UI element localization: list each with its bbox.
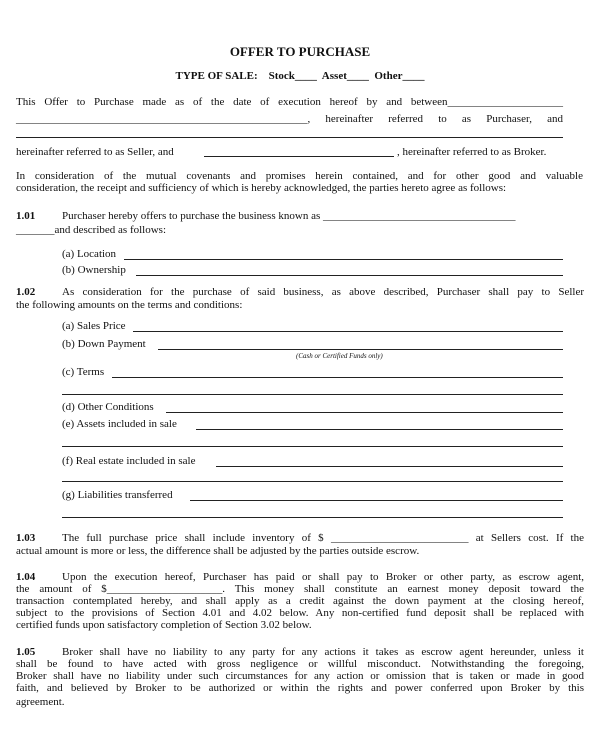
section-1-05-line-4: faith, and believed by Broker to be authorized or within the rights and power conferred upon Broker by this — [16, 682, 584, 694]
real-estate-line-2 — [62, 481, 563, 482]
section-1-04-line-5: certified funds upon satisfactory completion of Section 3.02 below. — [16, 619, 312, 631]
section-1-03-line-2: actual amount is more or less, the difference shall be adjusted by the parties outside escrow. — [16, 545, 420, 557]
section-1-05-line-5: agreement. — [16, 696, 65, 708]
assets-line — [196, 429, 563, 430]
blank-seller-name-line — [16, 137, 563, 138]
section-1-03-number: 1.03 — [16, 532, 36, 544]
ownership-label: (b) Ownership — [62, 264, 126, 276]
section-1-01-line-1: Purchaser hereby offers to purchase the business known as ___________________________________ — [62, 210, 516, 222]
blank-broker-name-line — [204, 156, 394, 157]
terms-line — [112, 377, 563, 378]
terms-label: (c) Terms — [62, 366, 105, 378]
section-1-05-line-2: shall be found to have acted with gross negligence or willful misconduct. Notwithstanding the foregoing, — [16, 658, 584, 670]
real-estate-label: (f) Real estate included in sale — [62, 455, 196, 467]
section-1-04-line-2: the amount of $_____________________. This money shall constitute an earnest money deposit toward the — [16, 583, 584, 595]
assets-line-2 — [62, 446, 563, 447]
section-1-02-line-1: As consideration for the purchase of said business, as above described, Purchaser shall pay to Seller — [62, 286, 584, 298]
section-1-04-number: 1.04 — [16, 571, 36, 583]
real-estate-line — [216, 466, 563, 467]
other-conditions-label: (d) Other Conditions — [62, 401, 154, 413]
section-1-04-line-1: Upon the execution hereof, Purchaser has paid or shall pay to Broker or other party, as escrow agent, — [62, 571, 584, 583]
consideration-line-1: In consideration of the mutual covenants and promises herein contained, and for other good and valuable — [16, 170, 583, 182]
section-1-04-line-3: transaction contemplated hereby, and shall apply as a credit against the down payment at the closing hereof, — [16, 595, 584, 607]
section-1-04-line-4: subject to the provisions of Section 4.01 and 4.02 below. Any non-certified fund deposit shall be replaced with — [16, 607, 584, 619]
cash-note: (Cash or Certified Funds only) — [296, 352, 383, 360]
section-1-02-line-2: the following amounts on the terms and conditions: — [16, 299, 243, 311]
consideration-line-2: consideration, the receipt and sufficiency of which is hereby acknowledged, the parties hereto agree as follows: — [16, 182, 507, 194]
intro-line-4b: , hereinafter referred to as Broker. — [397, 146, 547, 158]
section-1-01-number: 1.01 — [16, 210, 36, 222]
location-line — [124, 259, 563, 260]
location-label: (a) Location — [62, 248, 117, 260]
sales-price-line — [133, 331, 563, 332]
liabilities-line-2 — [62, 517, 563, 518]
assets-label: (e) Assets included in sale — [62, 418, 177, 430]
liabilities-line — [190, 500, 563, 501]
down-payment-line — [158, 349, 563, 350]
other-conditions-line — [166, 412, 563, 413]
intro-line-1: This Offer to Purchase made as of the date of execution hereof by and between_____________________ — [16, 96, 563, 108]
section-1-01-line-2: _______and described as follows: — [16, 224, 166, 236]
section-1-05-line-1: Broker shall have no liability to any party for any actions it takes as escrow agent hereunder, unless it — [62, 646, 584, 658]
sales-price-label: (a) Sales Price — [62, 320, 126, 332]
type-of-sale-line: TYPE OF SALE: Stock____ Asset____ Other____ — [175, 70, 425, 82]
intro-line-2: _____________________________________________________, hereinafter referred to as Purchaser, and — [16, 113, 563, 125]
section-1-03-line-1: The full purchase price shall include inventory of $ _________________________ at Sellers cost. If the — [62, 532, 584, 544]
ownership-line — [136, 275, 563, 276]
down-payment-label: (b) Down Payment — [62, 338, 146, 350]
liabilities-label: (g) Liabilities transferred — [62, 489, 173, 501]
document-title: OFFER TO PURCHASE — [229, 44, 371, 59]
terms-line-2 — [62, 394, 563, 395]
section-1-05-line-3: Broker shall have no liability under such circumstances for any action or omission that is taken or made in good — [16, 670, 584, 682]
section-1-02-number: 1.02 — [16, 286, 36, 298]
section-1-05-number: 1.05 — [16, 646, 36, 658]
intro-line-4a: hereinafter referred to as Seller, and — [16, 146, 174, 158]
